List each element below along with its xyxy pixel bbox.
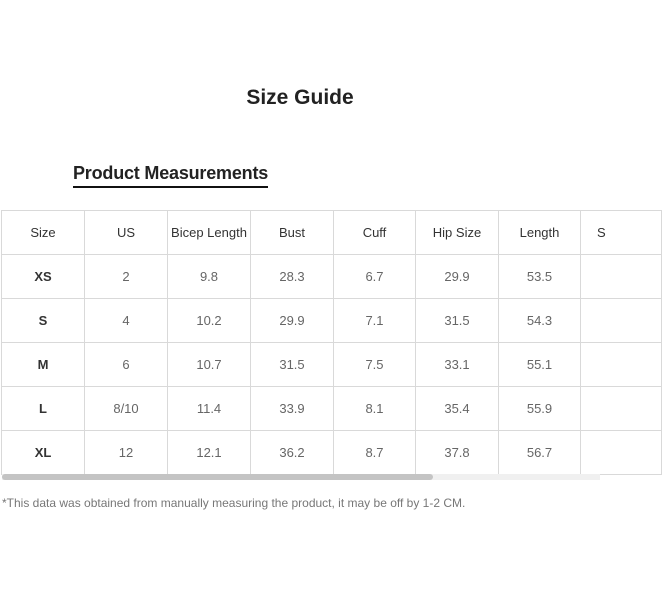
- column-header: Length: [499, 211, 581, 255]
- column-header: Bicep Length: [168, 211, 251, 255]
- horizontal-scrollbar[interactable]: [2, 474, 600, 480]
- measurements-table-container[interactable]: [1, 210, 606, 478]
- table-cell: 54.3: [499, 299, 581, 343]
- table-cell: 8.1: [334, 387, 416, 431]
- scrollbar-thumb[interactable]: [2, 474, 433, 480]
- table-cell: 12: [85, 431, 168, 475]
- table-cell: 6: [85, 343, 168, 387]
- table-cell: 10.2: [168, 299, 251, 343]
- table-cell: 36.2: [251, 431, 334, 475]
- table-row: [2, 343, 662, 387]
- table-cell: 7.5: [334, 343, 416, 387]
- size-cell: XL: [2, 431, 85, 475]
- table-row: [2, 387, 662, 431]
- table-cell: 33.9: [251, 387, 334, 431]
- table-cell: 7.1: [334, 299, 416, 343]
- table-cell: 11.4: [168, 387, 251, 431]
- page-title: Size Guide: [246, 86, 354, 109]
- size-cell: XS: [2, 255, 85, 299]
- table-cell: 9.8: [168, 255, 251, 299]
- table-cell: 56.7: [499, 431, 581, 475]
- table-cell: [581, 255, 662, 299]
- table-header-row: [2, 211, 662, 255]
- table-cell: 35.4: [416, 387, 499, 431]
- size-cell: S: [2, 299, 85, 343]
- table-cell: 8.7: [334, 431, 416, 475]
- table-cell: 28.3: [251, 255, 334, 299]
- table-cell: 33.1: [416, 343, 499, 387]
- table-cell: 10.7: [168, 343, 251, 387]
- column-header: Size: [2, 211, 85, 255]
- table-cell: [581, 299, 662, 343]
- table-row: [2, 299, 662, 343]
- table-cell: 55.9: [499, 387, 581, 431]
- section-title: Product Measurements: [73, 163, 268, 188]
- table-cell: 4: [85, 299, 168, 343]
- column-header: S: [581, 211, 662, 255]
- table-cell: 12.1: [168, 431, 251, 475]
- table-cell: [581, 343, 662, 387]
- table-cell: 53.5: [499, 255, 581, 299]
- table-cell: 55.1: [499, 343, 581, 387]
- size-cell: M: [2, 343, 85, 387]
- table-cell: [581, 387, 662, 431]
- table-cell: 37.8: [416, 431, 499, 475]
- size-cell: L: [2, 387, 85, 431]
- table-row: [2, 431, 662, 475]
- measurements-table: [1, 210, 662, 475]
- column-header: Hip Size: [416, 211, 499, 255]
- table-cell: 31.5: [251, 343, 334, 387]
- table-cell: [581, 431, 662, 475]
- table-row: [2, 255, 662, 299]
- column-header: Cuff: [334, 211, 416, 255]
- disclaimer-note: *This data was obtained from manually measuring the product, it may be off by 1-2 CM.: [2, 496, 466, 510]
- table-cell: 31.5: [416, 299, 499, 343]
- table-cell: 29.9: [416, 255, 499, 299]
- table-cell: 29.9: [251, 299, 334, 343]
- column-header: US: [85, 211, 168, 255]
- table-cell: 6.7: [334, 255, 416, 299]
- table-cell: 8/10: [85, 387, 168, 431]
- table-cell: 2: [85, 255, 168, 299]
- column-header: Bust: [251, 211, 334, 255]
